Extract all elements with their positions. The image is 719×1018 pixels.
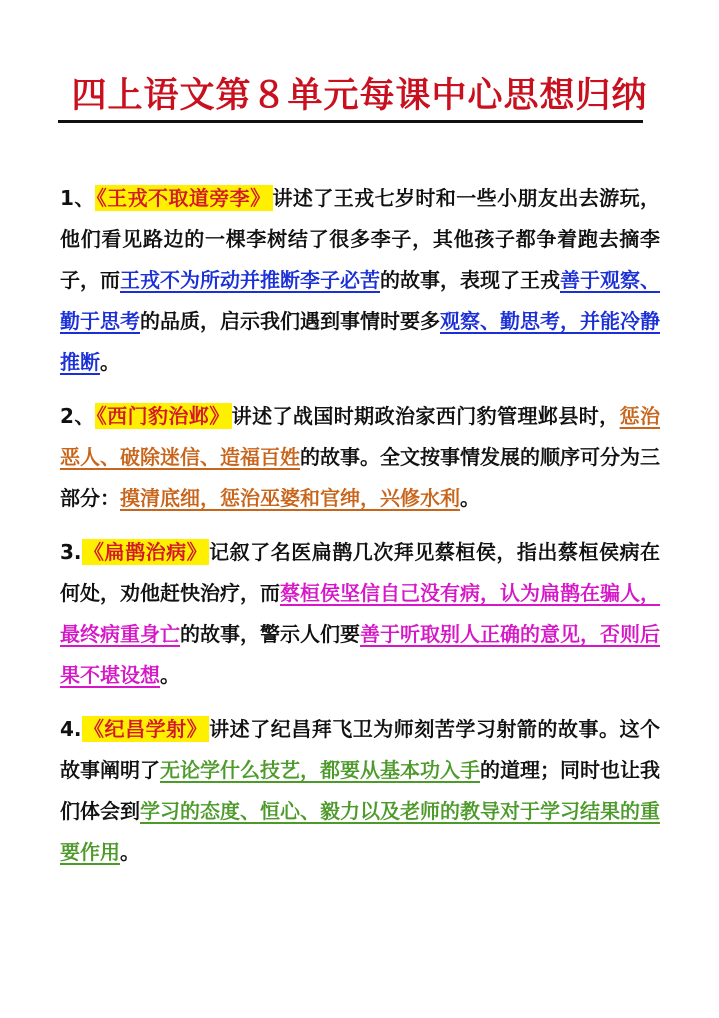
summary-list (60, 178, 660, 886)
key-point: 蔡桓侯坚信自己没有病，认为扁鹊在骗人，最终病重身亡 (60, 581, 660, 646)
body-text: 。 (160, 663, 180, 687)
lesson-title: 《西门豹治邺》 (96, 404, 230, 428)
item-number: 2、 (60, 404, 95, 428)
body-text: 讲述了战国时期政治家西门豹管理邺县时， (231, 404, 620, 428)
body-text: 讲述了纪昌拜飞卫为师刻苦学习射箭的故事。这个故事阐明了 (60, 717, 661, 782)
summary-item-4 (60, 709, 660, 873)
title-underline (58, 120, 643, 123)
body-text: 的道理；同时也让我们体会到 (60, 758, 660, 823)
key-point: 摸清底细，惩治巫婆和官绅，兴修水利 (120, 486, 460, 510)
key-point: 善于听取别人正确的意见，否则后果不堪设想 (60, 622, 660, 687)
lesson-title: 《扁鹊治病》 (83, 540, 208, 564)
body-text: 记叙了名医扁鹊几次拜见蔡桓侯，指出蔡桓侯病在何处，劝他赶快治疗，而 (60, 540, 661, 605)
key-point: 学习的态度、恒心、毅力以及老师的教导对于学习结果的重要作用 (60, 799, 660, 864)
body-text: 。 (460, 486, 480, 510)
summary-item-3 (60, 532, 660, 696)
body-text: 的品质，启示我们遇到事情时要多 (140, 309, 440, 333)
key-point: 善于观察、勤于思考 (60, 268, 660, 333)
key-point: 惩治恶人、破除迷信、造福百姓 (60, 404, 661, 469)
lesson-title: 《王戎不取道旁李》 (96, 186, 271, 210)
key-point: 观察、勤思考，并能冷静推断 (60, 309, 660, 374)
lesson-title: 《纪昌学射》 (83, 717, 208, 741)
key-point: 王戎不为所动并推断李子必苦 (120, 268, 380, 292)
page-title: 四上语文第８单元每课中心思想归纳 (71, 75, 648, 116)
item-number: 1、 (60, 186, 95, 210)
item-number: 4. (60, 717, 82, 741)
body-text: 。 (120, 840, 140, 864)
body-text: 的故事，表现了王戎 (380, 268, 560, 292)
summary-item-2 (60, 396, 660, 519)
key-point: 无论学什么技艺，都要从基本功入手 (160, 758, 480, 782)
body-text: 的故事。全文按事情发展的顺序可分为三部分： (60, 445, 660, 510)
body-text: 。 (100, 350, 120, 374)
body-text: 讲述了王戎七岁时和一些小朋友出去游玩，他们看见路边的一棵李树结了很多李子，其他孩子都争着跑去摘李子，而 (60, 186, 660, 292)
body-text: 的故事，警示人们要 (180, 622, 360, 646)
item-number: 3. (60, 540, 82, 564)
summary-item-1 (60, 178, 660, 383)
